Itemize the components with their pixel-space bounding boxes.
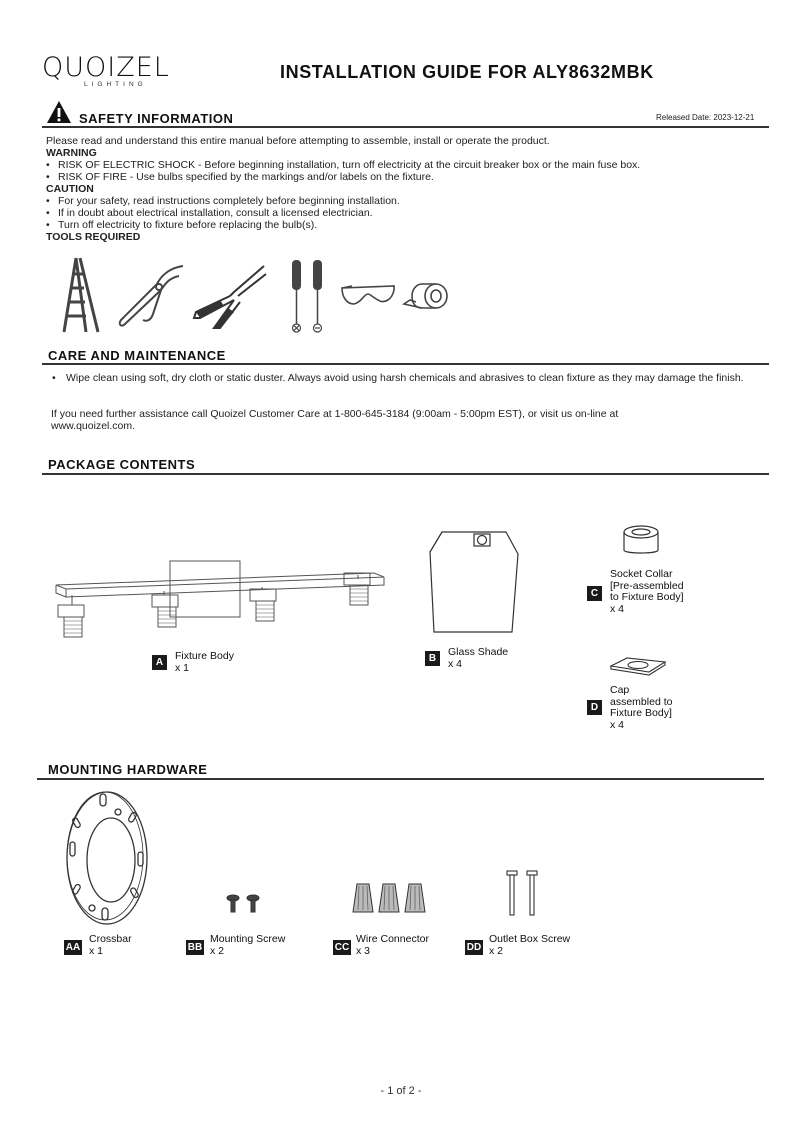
part-name: [Pre-assembled <box>610 579 684 592</box>
badge-c: C <box>587 586 602 601</box>
part-qty: x 2 <box>210 944 225 957</box>
list-item: • If in doubt about electrical installation, consult a licensed electrician. <box>46 207 776 219</box>
care-heading: CARE AND MAINTENANCE <box>48 348 226 363</box>
caution-list <box>46 195 776 231</box>
part-qty: x 4 <box>448 657 463 670</box>
care-body <box>52 372 768 384</box>
socket-collar-image <box>621 524 661 558</box>
electrical-tape-icon <box>402 282 450 310</box>
crossbar-image <box>62 788 152 928</box>
page-number: - 1 of 2 - <box>380 1085 422 1097</box>
screwdrivers-icon <box>286 258 326 334</box>
part-name: Mounting Screw <box>210 933 286 945</box>
hardware-heading: MOUNTING HARDWARE <box>48 762 208 777</box>
part-aa-label <box>89 934 132 957</box>
package-heading: PACKAGE CONTENTS <box>48 457 196 472</box>
badge-dd: DD <box>466 942 482 953</box>
warning-icon <box>46 100 72 124</box>
part-c-label <box>610 569 684 615</box>
divider <box>42 363 769 365</box>
list-item: • Turn off electricity to fixture before replacing the bulb(s). <box>46 219 776 231</box>
caution-label: CAUTION <box>46 183 94 195</box>
part-qty: x 1 <box>89 944 104 957</box>
divider <box>42 126 769 128</box>
page-title: INSTALLATION GUIDE FOR ALY8632MBK <box>280 62 654 82</box>
brand-sub: LIGHTING <box>84 81 147 88</box>
wire-connector-image <box>351 882 433 916</box>
part-name: assembled to <box>610 695 673 708</box>
part-qty: x 2 <box>489 944 504 957</box>
part-b-label <box>448 647 508 670</box>
care-list <box>52 372 768 384</box>
safety-body <box>46 135 776 243</box>
list-item: • For your safety, read instructions completely before beginning installation. <box>46 195 776 207</box>
mounting-screw-image <box>226 894 262 914</box>
part-name: Cap <box>610 684 630 696</box>
part-qty: x 4 <box>610 718 625 731</box>
outlet-box-screw-image <box>502 870 542 916</box>
part-name: Fixture Body <box>175 650 234 662</box>
released-date: Released Date: 2023-12-21 <box>656 113 755 122</box>
ladder-icon <box>60 256 100 334</box>
safety-glasses-icon <box>340 282 396 310</box>
part-qty: x 4 <box>610 602 625 615</box>
cap-image <box>609 656 667 678</box>
badge-bb: BB <box>187 942 203 953</box>
part-qty: x 3 <box>356 944 371 957</box>
fixture-body-image <box>44 555 389 645</box>
part-qty: x 1 <box>175 661 190 674</box>
badge-aa: AA <box>65 942 81 953</box>
pliers-icon <box>113 262 185 330</box>
badge-d: D <box>587 700 602 715</box>
warning-list <box>46 159 776 183</box>
part-name: to Fixture Body] <box>610 591 684 603</box>
part-name: Crossbar <box>89 933 132 945</box>
part-bb-label <box>210 934 285 957</box>
safety-intro: Please read and understand this entire manual before attempting to assemble, install or operate the product. <box>46 135 550 147</box>
tools-label: TOOLS REQUIRED <box>46 231 141 243</box>
help-text: If you need further assistance call Quoizel Customer Care at 1-800-645-3184 (9:00am - 5:00pm EST), or visit us on-line at www.quoizel.com. <box>51 408 619 432</box>
glass-shade-image <box>428 528 520 636</box>
divider <box>37 778 764 780</box>
badge-cc: CC <box>334 942 350 953</box>
list-item: • RISK OF ELECTRIC SHOCK - Before beginning installation, turn off electricity at the circuit breaker box or the main fuse box. <box>46 159 776 171</box>
badge-a: A <box>152 655 167 670</box>
divider <box>42 473 769 475</box>
warning-label: WARNING <box>46 147 97 159</box>
part-cc-label <box>356 934 429 957</box>
brand-logo: QUOIZEL <box>42 52 170 83</box>
wire-stripper-icon <box>190 262 268 332</box>
part-name: Outlet Box Screw <box>489 933 571 945</box>
badge-b: B <box>425 651 440 666</box>
part-name: Wire Connector <box>356 933 429 945</box>
list-item: • RISK OF FIRE - Use bulbs specified by the markings and/or labels on the fixture. <box>46 171 776 183</box>
list-item: • Wipe clean using soft, dry cloth or static duster. Always avoid using harsh chemicals and abrasives to clean fixture as they may damage the finish. <box>52 372 768 384</box>
part-name: Fixture Body] <box>610 707 672 719</box>
part-a-label <box>175 651 234 674</box>
part-name: Glass Shade <box>448 646 509 658</box>
safety-heading: SAFETY INFORMATION <box>79 111 234 126</box>
part-d-label <box>610 685 672 731</box>
part-dd-label <box>489 934 570 957</box>
part-name: Socket Collar <box>610 568 673 580</box>
